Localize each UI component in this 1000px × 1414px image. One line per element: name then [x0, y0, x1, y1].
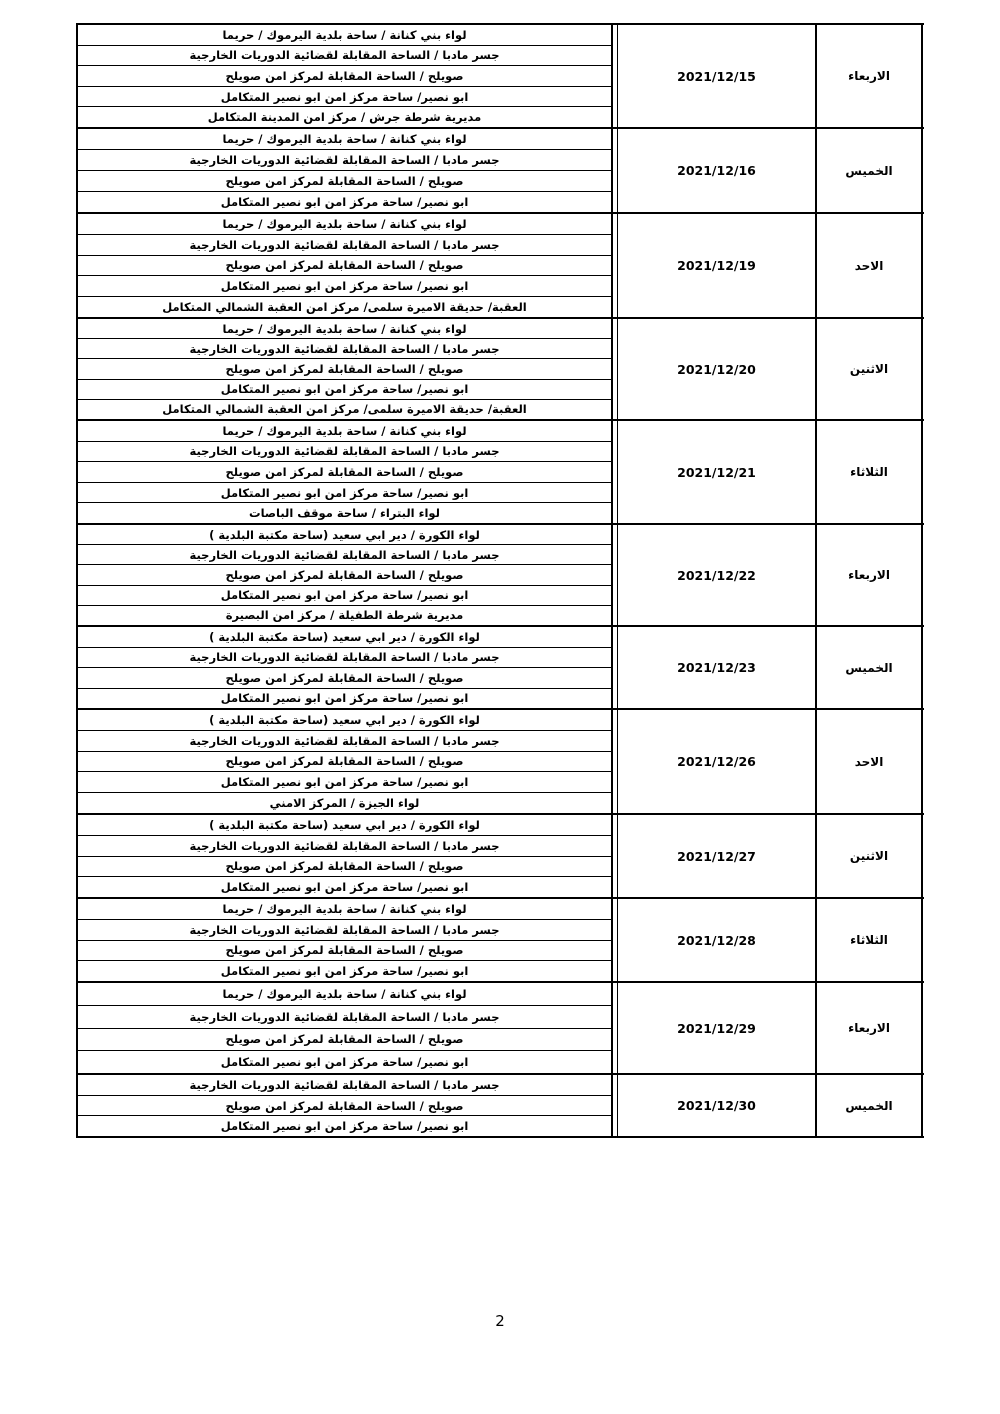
- location-row: لواء الكورة / دير ابي سعيد (ساحة مكتبة البلدية ): [78, 710, 611, 731]
- day-cell: الاربعاء: [817, 983, 923, 1073]
- location-row: جسر مادبا / الساحة المقابلة لقضائية الدوريات الخارجية: [78, 442, 611, 463]
- location-row: ابو نصير/ ساحة مركز امن ابو نصير المتكامل: [220, 691, 469, 706]
- day-cell: الخميس: [817, 129, 923, 212]
- day-block: [76, 319, 924, 421]
- day-block: [76, 710, 924, 815]
- location-row: لواء بني كنانة / ساحة بلدية اليرموك / حريما: [78, 983, 611, 1006]
- location-row: لواء بني كنانة / ساحة بلدية اليرموك / حريما: [78, 899, 611, 920]
- location-row: لواء الجيزة / المركز الامني: [269, 796, 420, 811]
- day-cell: الاحد: [817, 710, 923, 813]
- location-row: ابو نصير/ ساحة مركز امن ابو نصير المتكامل: [220, 1119, 469, 1134]
- location-row: جسر مادبا / الساحة المقابلة لقضائية الدوريات الخارجية: [78, 46, 611, 67]
- location-row: صويلح / الساحة المقابلة لمركز امن صويلح: [78, 1029, 611, 1052]
- location-row: ابو نصير/ ساحة مركز امن ابو نصير المتكامل: [220, 964, 469, 979]
- location-row: صويلح / الساحة المقابلة لمركز امن صويلح: [78, 462, 611, 483]
- location-row: جسر مادبا / الساحة المقابلة لقضائية الدوريات الخارجية: [78, 545, 611, 565]
- date-cell: 2021/12/22: [617, 525, 817, 625]
- location-row: جسر مادبا / الساحة المقابلة لقضائية الدوريات الخارجية: [78, 731, 611, 752]
- location-row: لواء الكورة / دير ابي سعيد (ساحة مكتبة البلدية ): [78, 525, 611, 545]
- date-cell: 2021/12/15: [617, 25, 817, 127]
- schedule-table: [76, 23, 924, 1138]
- date-cell: 2021/12/29: [617, 983, 817, 1073]
- location-row: ابو نصير/ ساحة مركز امن ابو نصير المتكامل: [78, 586, 611, 606]
- location-row: صويلح / الساحة المقابلة لمركز امن صويلح: [78, 941, 611, 962]
- locations-cell: [76, 129, 613, 212]
- locations-cell: [76, 421, 613, 523]
- location-row: صويلح / الساحة المقابلة لمركز امن صويلح: [78, 1096, 611, 1117]
- locations-cell: [76, 214, 613, 317]
- locations-cell: [76, 319, 613, 419]
- location-row: ابو نصير/ ساحة مركز امن ابو نصير المتكامل: [78, 772, 611, 793]
- day-cell: الاحد: [817, 214, 923, 317]
- day-block: [76, 627, 924, 710]
- day-block: [76, 525, 924, 627]
- locations-cell: [76, 710, 613, 813]
- location-row: جسر مادبا / الساحة المقابلة لقضائية الدوريات الخارجية: [78, 1075, 611, 1096]
- location-row: صويلح / الساحة المقابلة لمركز امن صويلح: [78, 66, 611, 87]
- day-block: [76, 983, 924, 1075]
- locations-cell: [76, 1075, 613, 1136]
- location-row: صويلح / الساحة المقابلة لمركز امن صويلح: [78, 171, 611, 192]
- location-row: صويلح / الساحة المقابلة لمركز امن صويلح: [78, 752, 611, 773]
- location-row: لواء بني كنانة / ساحة بلدية اليرموك / حريما: [78, 319, 611, 339]
- location-row: صويلح / الساحة المقابلة لمركز امن صويلح: [78, 668, 611, 689]
- page-number: 2: [495, 1312, 505, 1330]
- date-cell: 2021/12/27: [617, 815, 817, 897]
- day-cell: الثلاثاء: [817, 421, 923, 523]
- location-row: جسر مادبا / الساحة المقابلة لقضائية الدوريات الخارجية: [78, 920, 611, 941]
- date-cell: 2021/12/21: [617, 421, 817, 523]
- location-row: جسر مادبا / الساحة المقابلة لقضائية الدوريات الخارجية: [78, 339, 611, 359]
- day-block: [76, 214, 924, 319]
- location-row: لواء بني كنانة / ساحة بلدية اليرموك / حريما: [78, 214, 611, 235]
- location-row: جسر مادبا / الساحة المقابلة لقضائية الدوريات الخارجية: [78, 150, 611, 171]
- location-row: جسر مادبا / الساحة المقابلة لقضائية الدوريات الخارجية: [78, 836, 611, 857]
- location-row: لواء الكورة / دير ابي سعيد (ساحة مكتبة البلدية ): [78, 627, 611, 648]
- date-cell: 2021/12/16: [617, 129, 817, 212]
- locations-cell: [76, 627, 613, 708]
- location-row: ابو نصير/ ساحة مركز امن ابو نصير المتكامل: [78, 380, 611, 400]
- location-row: ابو نصير/ ساحة مركز امن ابو نصير المتكامل: [220, 1055, 469, 1070]
- location-row: صويلح / الساحة المقابلة لمركز امن صويلح: [78, 857, 611, 878]
- day-block: [76, 1075, 924, 1138]
- day-cell: الاربعاء: [817, 525, 923, 625]
- location-row: صويلح / الساحة المقابلة لمركز امن صويلح: [78, 256, 611, 277]
- date-cell: 2021/12/28: [617, 899, 817, 981]
- location-row: ابو نصير/ ساحة مركز امن ابو نصير المتكامل: [220, 880, 469, 895]
- location-row: لواء بني كنانة / ساحة بلدية اليرموك / حريما: [78, 129, 611, 150]
- location-row: لواء البتراء / ساحة موقف الباصات: [249, 506, 440, 521]
- location-row: ابو نصير/ ساحة مركز امن ابو نصير المتكامل: [78, 483, 611, 504]
- day-cell: الثلاثاء: [817, 899, 923, 981]
- location-row: العقبة/ حديقة الاميرة سلمى/ مركز امن العقبة الشمالي المتكامل: [162, 402, 527, 417]
- location-row: جسر مادبا / الساحة المقابلة لقضائية الدوريات الخارجية: [78, 1006, 611, 1029]
- location-row: لواء الكورة / دير ابي سعيد (ساحة مكتبة البلدية ): [78, 815, 611, 836]
- day-cell: الاثنين: [817, 319, 923, 419]
- locations-cell: [76, 25, 613, 127]
- locations-cell: [76, 525, 613, 625]
- day-block: [76, 23, 924, 129]
- day-cell: الاربعاء: [817, 25, 923, 127]
- location-row: لواء بني كنانة / ساحة بلدية اليرموك / حريما: [78, 421, 611, 442]
- location-row: جسر مادبا / الساحة المقابلة لقضائية الدوريات الخارجية: [78, 648, 611, 669]
- location-row: مديرية شرطة جرش / مركز امن المدينة المتكامل: [207, 110, 482, 125]
- day-cell: الخميس: [817, 627, 923, 708]
- locations-cell: [76, 983, 613, 1073]
- day-block: [76, 421, 924, 525]
- date-cell: 2021/12/20: [617, 319, 817, 419]
- location-row: ابو نصير/ ساحة مركز امن ابو نصير المتكامل: [78, 87, 611, 108]
- location-row: مديرية شرطة الطفيلة / مركز امن البصيرة: [225, 608, 464, 623]
- location-row: لواء بني كنانة / ساحة بلدية اليرموك / حريما: [78, 25, 611, 46]
- locations-cell: [76, 815, 613, 897]
- location-row: العقبة/ حديقة الاميرة سلمى/ مركز امن العقبة الشمالي المتكامل: [162, 300, 527, 315]
- date-cell: 2021/12/30: [617, 1075, 817, 1136]
- location-row: ابو نصير/ ساحة مركز امن ابو نصير المتكامل: [78, 276, 611, 297]
- day-block: [76, 815, 924, 899]
- location-row: ابو نصير/ ساحة مركز امن ابو نصير المتكامل: [220, 195, 469, 209]
- day-cell: الاثنين: [817, 815, 923, 897]
- day-cell: الخميس: [817, 1075, 923, 1136]
- locations-cell: [76, 899, 613, 981]
- date-cell: 2021/12/19: [617, 214, 817, 317]
- day-block: [76, 899, 924, 983]
- location-row: صويلح / الساحة المقابلة لمركز امن صويلح: [78, 359, 611, 379]
- date-cell: 2021/12/23: [617, 627, 817, 708]
- day-block: [76, 129, 924, 214]
- location-row: جسر مادبا / الساحة المقابلة لقضائية الدوريات الخارجية: [78, 235, 611, 256]
- date-cell: 2021/12/26: [617, 710, 817, 813]
- location-row: صويلح / الساحة المقابلة لمركز امن صويلح: [78, 565, 611, 585]
